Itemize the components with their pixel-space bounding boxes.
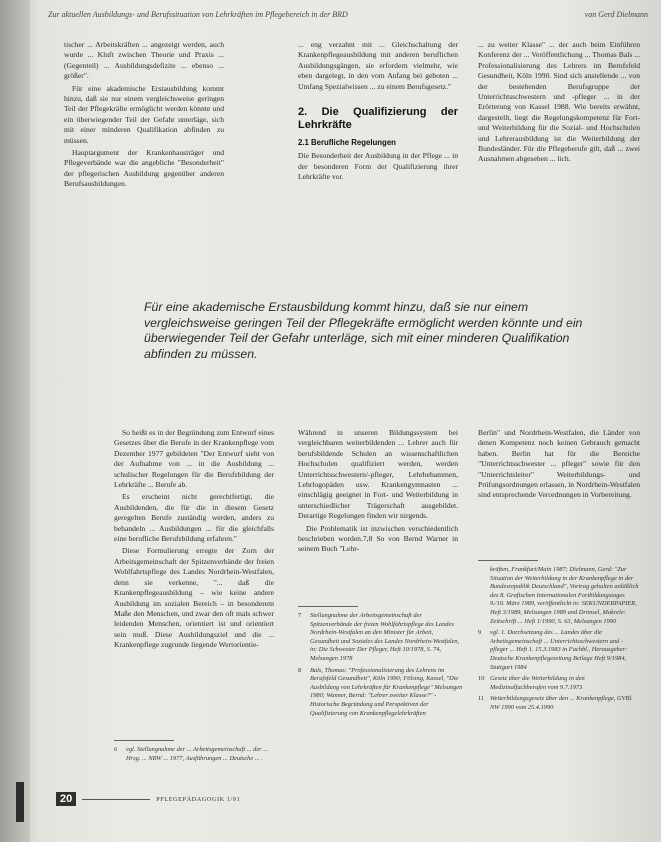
footnote-number: 10	[478, 675, 485, 683]
column-1-bottom	[114, 428, 274, 653]
paragraph: ... zu weiter Klasse" ... der auch beim Einführen Konferenz der ... Veröffentlichung ... Thomas Bals ... Professionalisierung des Lehrers im Berufsfeld Gesundheit, Köln 1990. Sind sich anstellende ... von der bestehenden Berufsgruppe der Unterrichtsschwestern und -pfleger ... in der Erörterung von Kassel 1988. Wie bereits erwähnt, dargestellt, liegt die Regelungskompetenz für Fort- und Weiterbildung für die Sozial- und Hochschulen und Lehrerausbildung ist die Weiterbildung der Bundesländer. Für die Pflegeberufe gilt, daß ... zwei Ausnahmen abgesehen ... lich.	[478, 40, 640, 164]
footnote-rule	[298, 606, 358, 607]
paragraph: Für eine akademische Erstausbildung kommt hinzu, daß sie nur einem vergleichsweise geringen Teil der Pflegekräfte ermöglicht werden könnte und ein überwiegender Teil der Gefahr unterläge, sich mit einer minderen Qualifikation abfinden zu müssen.	[64, 83, 224, 145]
paragraph: Es erscheint nicht gerechtfertigt, die Ausbildenden, die für die in diesem Gesetz geregelten Berufe zuständig werden, anders zu behandeln ... Ausbildungen ... für die gleichfalls eine berufliche Berufsbildung erfahren."	[114, 492, 274, 544]
column-3-top	[478, 40, 640, 167]
pull-quote: Für eine akademische Erstausbildung kommt hinzu, daß sie nur einem vergleichsweise geringen Teil der Pflegekräfte ermöglicht werden könnte und ein überwiegender Teil der Gefahr unterläge, sich mit einer minderen Qualifikation abfinden zu müssen.	[144, 300, 583, 361]
column-3-bottom	[478, 428, 640, 503]
paragraph: Diese Formulierung erregte der Zorn der Arbeitsgemeinschaft der Spitzenverbände der freien Wohlfahrtspflege des Landes Nordrhein-Westfalen, denn sie verkenne, "... daß die Krankenpflegeausbildung – wie keine andere Ausbildung im sozialen Bereich – in besonderem Maße den Menschen, und zwar den oft mals schwer leidenden Menschen, orientiert ist und orientiert sein muß. Diese Ausbildungsziel und die ... Krankenpflege zugrunde liegende Wertorientie-	[114, 546, 274, 650]
footnotes-middle	[298, 612, 463, 721]
footnote-number	[478, 566, 490, 626]
subsection-heading: 2.1 Berufliche Regelungen	[298, 138, 396, 148]
footnote	[478, 566, 640, 626]
footnotes-left	[114, 746, 274, 766]
footnote	[114, 746, 274, 763]
column-1-top	[64, 40, 224, 192]
footnote-text: kräften, Frankfurt/Main 1987; Dielmann, Gerd: "Zur Situation der Weiterbildung in der Krankenpflege in der Bundesrepublik Deutschland", Vortrag gehalten anläßlich des 8. Grafischen Internationalen Fortbildungstages 9./10. März 1989, veröffentlicht in: SEKUNDERPAPIER, Heft 3/1989, Melsungen 1989 und Drimsel, Makrele: Zeitschrift ... Heft 1/1990, S. 63, Melsungen 1990	[490, 566, 639, 625]
paragraph: Hauptargument der Krankenhausträger und Pflegeverbände war die angebliche "Besonderheit" der pflegerischen Ausbildung gegenüber anderen Berufsausbildungen.	[64, 148, 224, 189]
page-number: 20	[56, 792, 76, 806]
footnote-number: 11	[478, 695, 485, 703]
paragraph: tischer ... Arbeitskräften ... angezeigt werden, auch wurde ... Kluft zwischen Theorie und Praxis ... (Gegenteil) ... Ausbildungsdefizite ... ebenso ... größer".	[64, 40, 224, 81]
footnote-text: vgl. Stellungnahme der ... Arbeitsgemeinschaft ... der ... Hrsg. ... NRW ... 1977, Ausführungen ... Deutsche ... .	[126, 746, 269, 762]
footnote	[478, 695, 640, 712]
footnote-number: 7	[298, 612, 302, 619]
column-2-top	[298, 40, 458, 185]
paragraph: So heißt es in der Begründung zum Entwurf eines Gesetzes über die Berufe in der Krankenpflege vom Dezember 1977 gebildeten "Der Entwurf sieht von der Aufnahme von ... in die Ausbildung ... schulischer Regelungen für die Berufsbildung der Lehrkräfte ... Berufe ab.	[114, 428, 274, 490]
footnote-rule	[114, 740, 174, 741]
footnote	[478, 675, 640, 692]
footnote-number: 8	[298, 666, 302, 674]
running-head-title: Zur aktuellen Ausbildungs- und Berufssituation von Lehrkräften im Pflegebereich in der BRD	[48, 10, 348, 19]
footnote	[478, 629, 640, 672]
page-corner-mark	[16, 782, 24, 822]
journal-name: PFLEGEPÄDAGOGIK 1/91	[156, 795, 241, 803]
footnotes-right	[478, 566, 640, 716]
running-head	[48, 10, 648, 19]
footnote-text: vgl. 1. Durchsetzung des ... Landes über die Arbeitsgemeinschaft ... Unterrichtsschwestern und -pfleger ... Heft 1. 15.3.1983 in Fachbl., Herausgeber: Deutsche Krankenpflegezeitung Beilage Heft 9/1984, Stuttgart 1984	[490, 629, 628, 671]
paragraph: ... eng verzahnt mit ... Gleichschaltung der Krankenpflegeausbildung mit anderen beruflichen Ausbildungsgängen, sie erfordern vielmehr, wie eben dargelegt, in den vom Anfang bei geboten ... Umfang Spezialwissen ... zu einem Berufsgesetz."	[298, 40, 458, 91]
running-head-author: von Gerd Dielmann	[584, 10, 648, 19]
footer-rule	[82, 799, 150, 800]
footnote-rule	[478, 560, 538, 561]
paragraph: Die Besonderheit der Ausbildung in der Pflege ... in der besonderen Form der Qualifizierung ihrer Lehrkräfte vor.	[298, 151, 458, 182]
footnote	[298, 667, 463, 719]
footnote-text: Bals, Thomas: "Professionalisierung des Lehrens im Berufsfeld Gesundheit", Köln 1990; Fölsing, Kassel, "Die Ausbildung von Lehrkräften für Krankenpflege" Melsungen 1980; Wanner, Bernd: "Lehrer zweiter Klasse?" - Historische Begründung und Perspektiven der Qualifizierung von Krankenpflegelehrkräften	[310, 666, 463, 717]
paragraph: Die Problematik ist inzwischen verschiedentlich beschrieben worden.7,8 So von Bernd Warner in seinem Buch "Lehr-	[298, 523, 458, 554]
paragraph: Während in unseren Bildungssystem bei vergleichbaren weiterbildenden ... Lehrer auch für berufsbildende Schulen an wissenschaftlichen Hochschulen qualifiziert werden, werden Unterrichtsschwestern/-pfleger, Lehrhebammen, Lehrlogopäden usw. Krankengymnasten ... einschlägig geeignet in Fort- und Weiterbildung in unterschiedlicher Trägerschaft ausgebildet. Derartige Regelungen finden wir nirgends.	[298, 428, 458, 521]
paragraph: Berlin" und Nordrhein-Westfalen, die Länder von denen Kompetenz noch keinen Gebrauch gemacht haben. Berlin hat für die Bereiche "Unterrichtsschwester ... pfleger" sowie für den "Unterrichtsleiter" Weiterbildungs- und Prüfungsordnungen erlassen, in Nordrhein-Westfalen sind entsprechende Verordnungen in Vorbereitung.	[478, 428, 640, 500]
page-footer	[56, 792, 616, 806]
footnote-text: Weiterbildungsgesetz über den ... Krankenpflege, GVBl. NW 1990 vom 25.4.1990	[490, 695, 633, 711]
footnote-text: Gesetz über die Weiterbildung in den Medizinalfachberufen vom 9.7.1973	[490, 675, 585, 691]
section-heading: 2. Die Qualifizierung der Lehrkräfte	[298, 106, 458, 132]
footnote-text: Stellungnahme der Arbeitsgemeinschaft der Spitzenverbände der freien Wohlfahrtspflege des Landes Nordrhein-Westfalen an den Minister für Arbeit, Gesundheit und Soziales des Landes Nordrhein-Westfalen, in: Die Schwester Der Pfleger, Heft 10/1978, S. 74, Melsungen 1978	[310, 612, 460, 662]
footnote-number: 6	[114, 746, 118, 753]
footnote-number: 9	[478, 629, 482, 637]
column-2-bottom	[298, 428, 458, 557]
binding-shadow	[0, 0, 30, 842]
footnote	[298, 612, 463, 664]
